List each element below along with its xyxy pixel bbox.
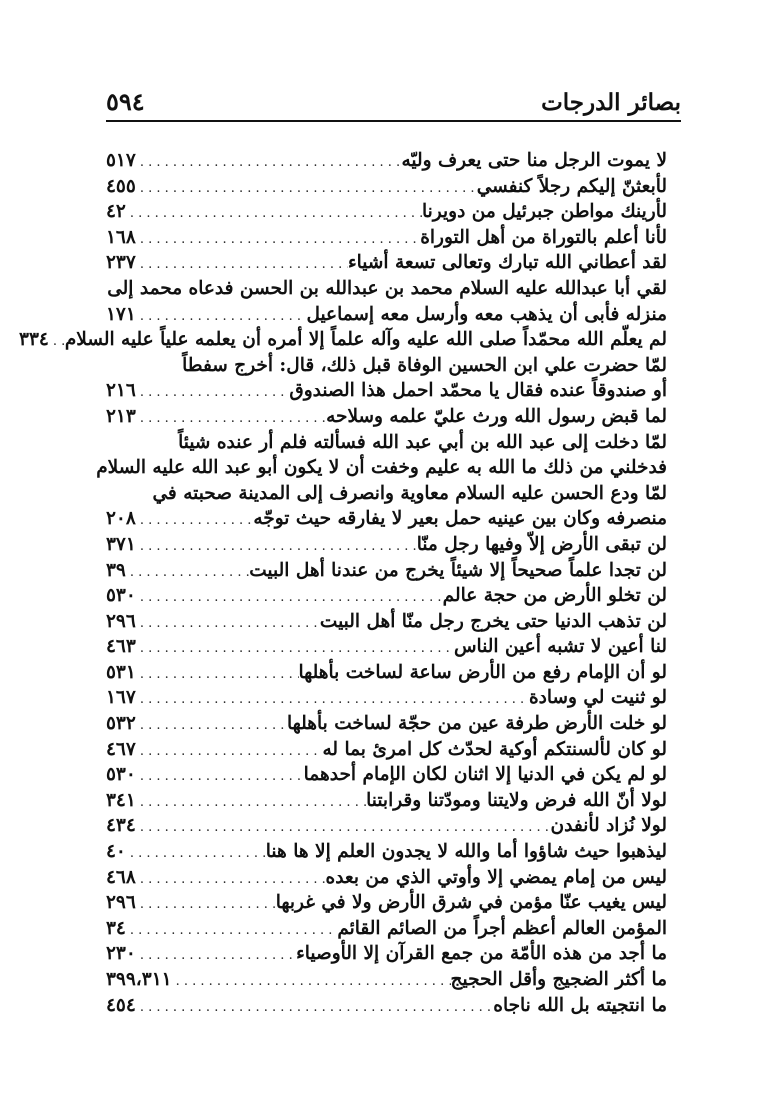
entry-page-number: ٤٥٥ xyxy=(106,175,136,197)
entry-text: لقد أعطاني الله تبارك وتعالى تسعة أشياء xyxy=(347,252,667,274)
dot-leader xyxy=(136,795,366,810)
page-header xyxy=(106,82,681,122)
index-entry xyxy=(106,815,667,841)
entry-text: لم يعلّم الله محمّداً صلى الله عليه وآله علماً إلا أمره أن يعلمه علياً عليه السلام xyxy=(64,329,667,351)
dot-leader xyxy=(136,744,323,759)
index-entry xyxy=(106,406,667,432)
entry-text: ليس من إمام يمضي إلا وأوتي الذي من بعده xyxy=(325,866,667,888)
entry-text: ما انتجيته بل الله ناجاه xyxy=(493,994,667,1016)
entry-text: لن تذهب الدنيا حتى يخرج رجل منّا أهل البيت xyxy=(319,610,667,632)
entry-text: لو لم يكن في الدنيا إلا اثنان لكان الإمام أحدهما xyxy=(303,764,667,786)
entry-text: المؤمن العالم أعظم أجراً من الصائم القائم xyxy=(337,917,667,939)
dot-leader xyxy=(136,769,304,784)
dot-leader xyxy=(136,309,307,324)
index-entry xyxy=(106,227,667,253)
index-entry xyxy=(96,457,667,483)
index-entry xyxy=(106,636,667,662)
entry-page-number: ٤٦٧ xyxy=(106,738,136,760)
entry-text: ليس يغيب عنّا مؤمن في شرق الأرض ولا في غربها xyxy=(275,892,667,914)
entry-text: لأنا أعلم بالتوراة من أهل التوراة xyxy=(420,226,667,248)
index-entry xyxy=(106,534,667,560)
entry-text: لو خلت الأرض طرفة عين من حجّة لساخت بأهلها xyxy=(286,713,667,735)
page-number: ٥٩٤ xyxy=(106,87,145,116)
index-entry xyxy=(106,611,667,637)
book-title: بصائر الدرجات xyxy=(541,89,681,116)
dot-leader xyxy=(136,820,551,835)
entry-page-number: ٤٣٤ xyxy=(106,815,136,837)
dot-leader xyxy=(136,948,296,963)
entry-text: لقي أبا عبدالله عليه السلام محمد بن عبدالله بن الحسن فدعاه محمد إلى xyxy=(107,277,667,299)
entry-text: لما قبض رسول الله ورث عليّ علمه وسلاحه xyxy=(326,405,667,427)
dot-leader xyxy=(136,513,254,528)
entry-page-number: ٥٣٠ xyxy=(106,764,136,786)
index-entry xyxy=(106,432,667,458)
index-entry xyxy=(19,329,667,355)
entry-text: لو كان لألسنتكم أوكية لحدّث كل امرئ بما له xyxy=(322,738,667,760)
entry-text: أو صندوقاً عنده فقال يا محمّد احمل هذا الصندوق xyxy=(289,380,667,402)
entry-page-number: ٥٣٢ xyxy=(106,713,136,735)
index-entry xyxy=(106,943,667,969)
entry-page-number: ٥١٧ xyxy=(106,150,136,171)
index-entry xyxy=(106,739,667,765)
entry-page-number: ٢١٦ xyxy=(106,380,136,402)
entry-text: لو ثنيت لي وسادة xyxy=(528,687,667,709)
entry-text: لولا أنّ الله فرض ولايتنا ومودّتنا وقرابتنا xyxy=(366,789,667,811)
dot-leader xyxy=(136,539,417,554)
entry-text: لأرينك مواطن جبرئيل من دويرنا xyxy=(422,201,667,223)
dot-leader xyxy=(136,667,299,682)
entry-text: لو أن الإمام رفع من الأرض ساعة لساخت بأهلها xyxy=(298,661,667,683)
index-entry xyxy=(106,150,667,176)
dot-leader xyxy=(136,257,348,272)
entry-text: ما أكثر الضجيج وأقل الحجيج xyxy=(450,969,667,990)
index-entry xyxy=(106,252,667,278)
entry-page-number: ٢٣٠ xyxy=(106,943,136,965)
dot-leader xyxy=(136,181,477,196)
dot-leader xyxy=(49,334,65,349)
index-entry xyxy=(106,790,667,816)
hadith-index-list xyxy=(19,150,667,1020)
entry-page-number: ٣٩٩،٣١١ xyxy=(106,969,172,990)
entry-text: لا يموت الرجل منا حتى يعرف وليّه xyxy=(401,150,667,171)
index-entry xyxy=(106,867,667,893)
entry-page-number: ٣٩ xyxy=(106,559,126,581)
entry-page-number: ٢٩٦ xyxy=(106,892,136,914)
entry-text: لن تخلو الأرض من حجة عالم xyxy=(442,585,667,607)
index-entry xyxy=(106,483,667,509)
entry-text: لن تبقى الأرض إلاّ وفيها رجل منّا xyxy=(416,533,667,555)
dot-leader xyxy=(136,718,287,733)
dot-leader xyxy=(136,385,290,400)
entry-page-number: ١٦٨ xyxy=(106,226,136,248)
entry-text: لمّا حضرت علي ابن الحسين الوفاة قبل ذلك، قال: أخرج سفطاً xyxy=(182,354,667,376)
entry-text: لمّا ودع الحسن عليه السلام معاوية وانصرف إلى المدينة صحبته في xyxy=(152,482,667,504)
entry-text: منصرفه وكان بين عينيه حمل بعير لا يفارقه حيث توجّه xyxy=(253,508,667,530)
index-entry xyxy=(106,892,667,918)
index-entry xyxy=(106,278,667,304)
entry-page-number: ٢٠٨ xyxy=(106,508,136,530)
index-entry xyxy=(106,508,667,534)
entry-page-number: ٣٤١ xyxy=(106,789,136,811)
index-entry xyxy=(106,713,667,739)
entry-page-number: ٢٣٧ xyxy=(106,252,136,274)
dot-leader xyxy=(136,897,276,912)
entry-page-number: ٢٩٦ xyxy=(106,610,136,632)
dot-leader xyxy=(136,411,326,426)
entry-text: منزله فأبى أن يذهب معه وأرسل معه إسماعيل xyxy=(306,303,667,325)
index-entry xyxy=(106,176,667,202)
dot-leader xyxy=(126,846,266,861)
dot-leader xyxy=(136,616,320,631)
entry-page-number: ٤٦٨ xyxy=(106,866,136,888)
dot-leader xyxy=(136,232,420,247)
dot-leader xyxy=(136,641,454,656)
entry-page-number: ٤٥٤ xyxy=(106,994,136,1016)
index-entry xyxy=(106,918,667,944)
entry-page-number: ٣٧١ xyxy=(106,533,136,555)
entry-page-number: ٥٣٠ xyxy=(106,585,136,607)
entry-page-number: ٤٠ xyxy=(106,841,126,863)
entry-page-number: ٥٣١ xyxy=(106,661,136,683)
dot-leader xyxy=(126,206,422,221)
index-entry xyxy=(106,585,667,611)
dot-leader xyxy=(136,692,529,707)
index-entry xyxy=(106,560,667,586)
index-entry xyxy=(106,841,667,867)
dot-leader xyxy=(136,872,326,887)
entry-page-number: ١٦٧ xyxy=(106,687,136,709)
entry-text: لن تجدا علماً صحيحاً إلا شيئاً يخرج من عندنا أهل البيت xyxy=(249,559,667,581)
entry-text: لنا أعين لا تشبه أعين الناس xyxy=(453,636,667,658)
entry-text: ما أجد من هذه الأمّة من جمع القرآن إلا الأوصياء xyxy=(296,943,667,965)
dot-leader xyxy=(136,1000,493,1015)
index-entry xyxy=(106,995,667,1021)
dot-leader xyxy=(126,923,337,938)
entry-page-number: ٢١٣ xyxy=(106,405,136,427)
index-entry xyxy=(106,662,667,688)
dot-leader xyxy=(136,155,402,170)
entry-text: لمّا دخلت إلى عبد الله بن أبي عبد الله فسألته فلم أر عنده شيئاً xyxy=(178,431,667,453)
entry-text: ليذهبوا حيث شاؤوا أما والله لا يجدون العلم إلا ها هنا xyxy=(265,841,667,863)
index-entry xyxy=(106,304,667,330)
entry-page-number: ٣٤ xyxy=(106,917,126,939)
dot-leader xyxy=(172,974,451,989)
index-entry xyxy=(106,355,667,381)
index-entry xyxy=(106,687,667,713)
entry-text: لأبعثنّ إليكم رجلاً كنفسي xyxy=(476,175,667,197)
index-entry xyxy=(106,969,667,995)
entry-page-number: ٣٣٤ xyxy=(19,329,49,351)
entry-page-number: ٤٦٣ xyxy=(106,636,136,658)
entry-page-number: ٤٢ xyxy=(106,201,126,223)
dot-leader xyxy=(136,590,443,605)
entry-text: فدخلني من ذلك ما الله به عليم وخفت أن لا يكون أبو عبد الله عليه السلام xyxy=(96,457,667,479)
dot-leader xyxy=(126,565,249,580)
entry-text: لولا نُزاد لأنفدن xyxy=(550,815,667,837)
entry-page-number: ١٧١ xyxy=(106,303,136,325)
index-entry xyxy=(106,201,667,227)
index-entry xyxy=(106,380,667,406)
index-entry xyxy=(106,764,667,790)
